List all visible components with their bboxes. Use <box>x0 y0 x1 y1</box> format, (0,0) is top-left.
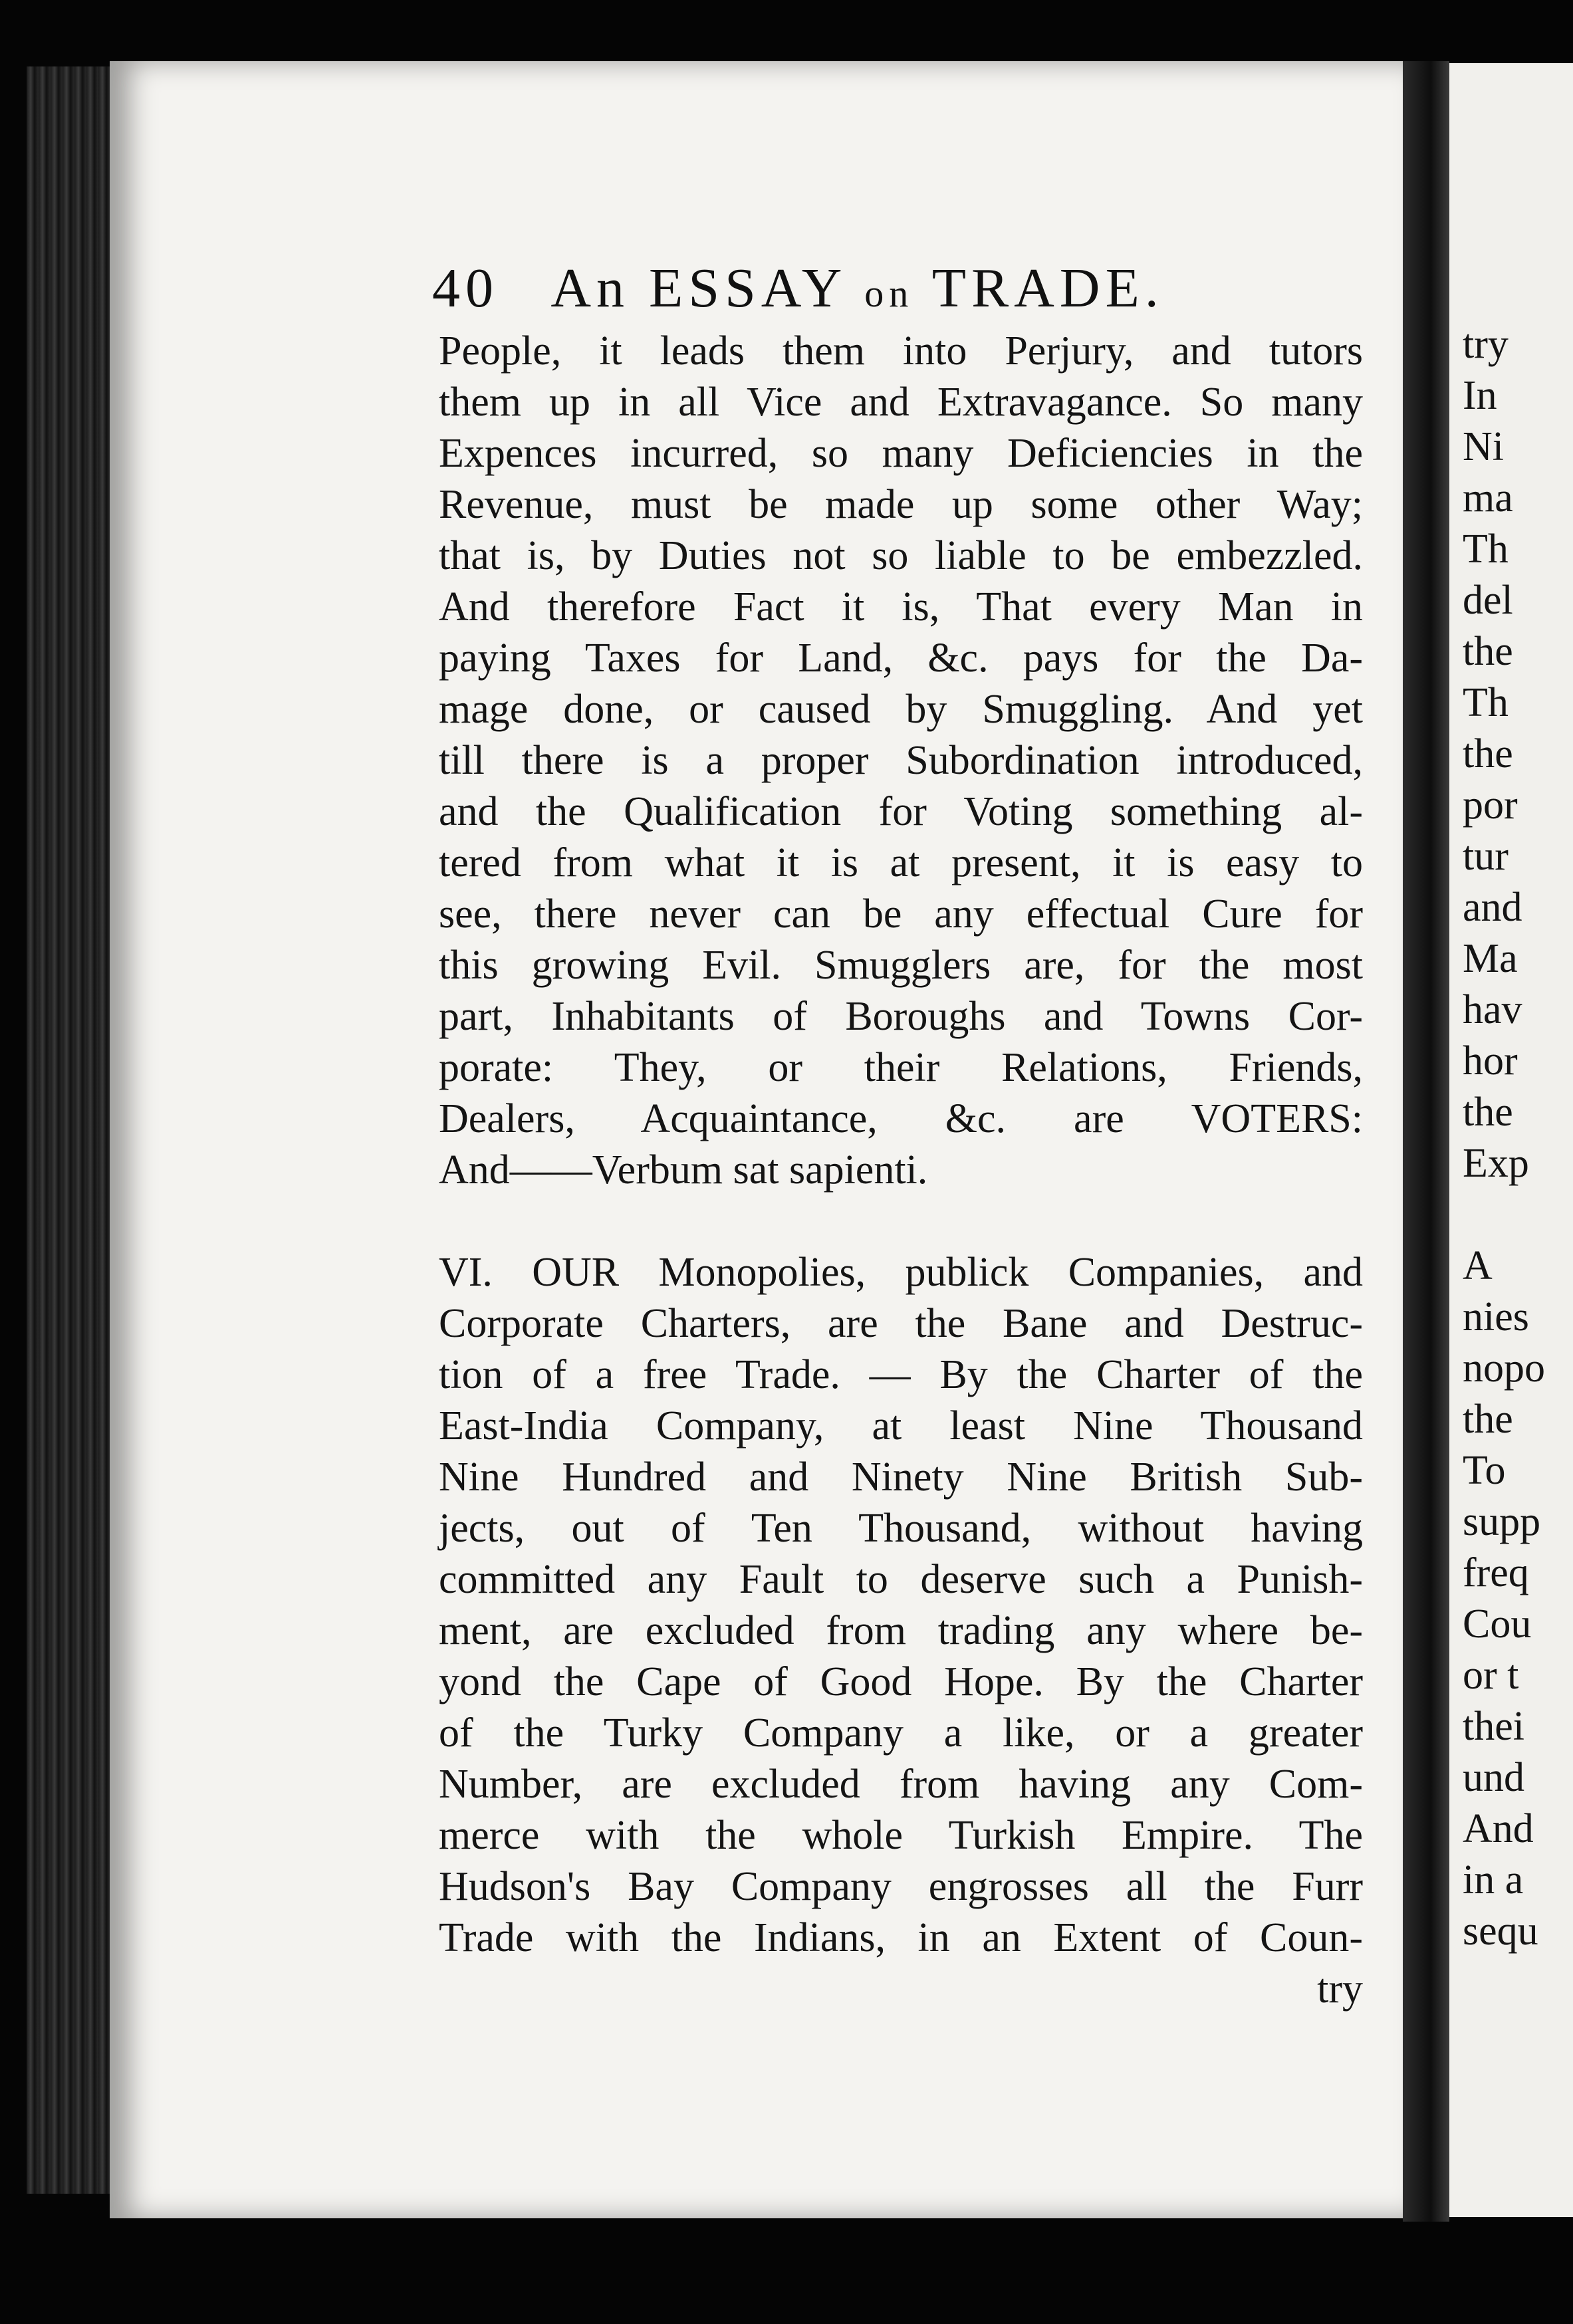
facing-page-line: A <box>1463 1243 1493 1288</box>
page-number: 40 <box>432 257 499 319</box>
facing-page-line: Cou <box>1463 1601 1532 1647</box>
facing-page-line: supp <box>1463 1499 1541 1544</box>
text-line: of the Turky Company a like, or a greater <box>439 1710 1363 1756</box>
running-head-on: on <box>864 272 914 315</box>
text-line: And——Verbum sat sapienti. <box>439 1147 928 1193</box>
facing-page-line: try <box>1463 322 1509 367</box>
paragraph-gap <box>439 1196 1363 1247</box>
text-line: Dealers, Acquaintance, &c. are VOTERS: <box>439 1096 1363 1141</box>
facing-page-line: To <box>1463 1448 1506 1493</box>
facing-page-fragment <box>1449 63 1573 2217</box>
facing-page-line: Th <box>1463 680 1509 725</box>
facing-page-line: hav <box>1463 987 1522 1032</box>
running-head-essay: ESSAY <box>649 257 846 319</box>
text-line: Corporate Charters, are the Bane and Destruc- <box>439 1301 1363 1346</box>
text-line: paying Taxes for Land, &c. pays for the Da- <box>439 636 1363 681</box>
facing-page-line: the <box>1463 629 1513 674</box>
facing-page-line: or t <box>1463 1653 1519 1698</box>
facing-page-line: And <box>1463 1806 1534 1851</box>
paragraph-monopolies <box>439 1247 1363 1964</box>
running-head-trade: TRADE. <box>931 257 1164 319</box>
catchword: try <box>1317 1966 1363 2012</box>
facing-page-line: Th <box>1463 526 1509 572</box>
facing-page-line: und <box>1463 1755 1524 1800</box>
facing-page-line: Ma <box>1463 936 1518 981</box>
text-line: yond the Cape of Good Hope. By the Charter <box>439 1659 1363 1704</box>
body-text <box>439 326 1363 2015</box>
text-line: jects, out of Ten Thousand, without having <box>439 1506 1363 1551</box>
text-line: that is, by Duties not so liable to be embezzled. <box>439 533 1363 578</box>
facing-page-line: sequ <box>1463 1909 1538 1954</box>
facing-page-line: and <box>1463 885 1522 930</box>
text-line: mage done, or caused by Smuggling. And yet <box>439 687 1363 732</box>
facing-page-line: the <box>1463 1090 1513 1135</box>
text-line: ment, are excluded from trading any where be- <box>439 1608 1363 1653</box>
text-line: Trade with the Indians, in an Extent of Coun- <box>439 1915 1363 1960</box>
paragraph-smuggling <box>439 326 1363 1196</box>
text-line: merce with the whole Turkish Empire. The <box>439 1813 1363 1858</box>
text-line: East-India Company, at least Nine Thousand <box>439 1403 1363 1449</box>
text-line: them up in all Vice and Extravagance. So many <box>439 380 1363 425</box>
facing-page-line: nies <box>1463 1294 1529 1339</box>
facing-page-line: tur <box>1463 834 1509 879</box>
facing-page-line: Ni <box>1463 424 1504 469</box>
text-line: Revenue, must be made up some other Way; <box>439 482 1363 527</box>
text-line: Expences incurred, so many Deficiencies in the <box>439 431 1363 476</box>
running-head-an: An <box>550 257 630 319</box>
facing-page-line: In <box>1463 373 1497 418</box>
facing-page-line: ma <box>1463 475 1513 521</box>
text-line: porate: They, or their Relations, Friends, <box>439 1045 1363 1090</box>
text-line: part, Inhabitants of Boroughs and Towns Cor- <box>439 994 1363 1039</box>
facing-page-line: Exp <box>1463 1141 1529 1186</box>
text-line: and the Qualification for Voting something al- <box>439 789 1363 834</box>
text-line: People, it leads them into Perjury, and tutors <box>439 328 1363 374</box>
text-line: tered from what it is at present, it is easy to <box>439 840 1363 885</box>
facing-page-line: thei <box>1463 1704 1524 1749</box>
facing-page-line: freq <box>1463 1550 1529 1595</box>
text-line: Hudson's Bay Company engrosses all the Furr <box>439 1864 1363 1909</box>
running-head <box>432 256 1230 336</box>
book-gutter <box>1403 61 1449 2222</box>
facing-page-line: in a <box>1463 1857 1524 1903</box>
facing-page-line: nopo <box>1463 1345 1545 1391</box>
text-line: Number, are excluded from having any Com- <box>439 1762 1363 1807</box>
facing-page-line: the <box>1463 1397 1513 1442</box>
text-line: Nine Hundred and Ninety Nine British Sub- <box>439 1454 1363 1500</box>
text-line: tion of a free Trade. — By the Charter of the <box>439 1352 1363 1397</box>
text-line: committed any Fault to deserve such a Punish- <box>439 1557 1363 1602</box>
facing-page-line: por <box>1463 782 1518 828</box>
facing-page-line: the <box>1463 731 1513 776</box>
text-line: And therefore Fact it is, That every Man in <box>439 584 1363 630</box>
facing-page-line: del <box>1463 578 1513 623</box>
text-line: VI. OUR Monopolies, publick Companies, and <box>439 1250 1363 1295</box>
text-line: till there is a proper Subordination introduced, <box>439 738 1363 783</box>
text-line: see, there never can be any effectual Cure for <box>439 891 1363 937</box>
text-line: this growing Evil. Smugglers are, for the most <box>439 943 1363 988</box>
facing-page-line: hor <box>1463 1038 1518 1084</box>
